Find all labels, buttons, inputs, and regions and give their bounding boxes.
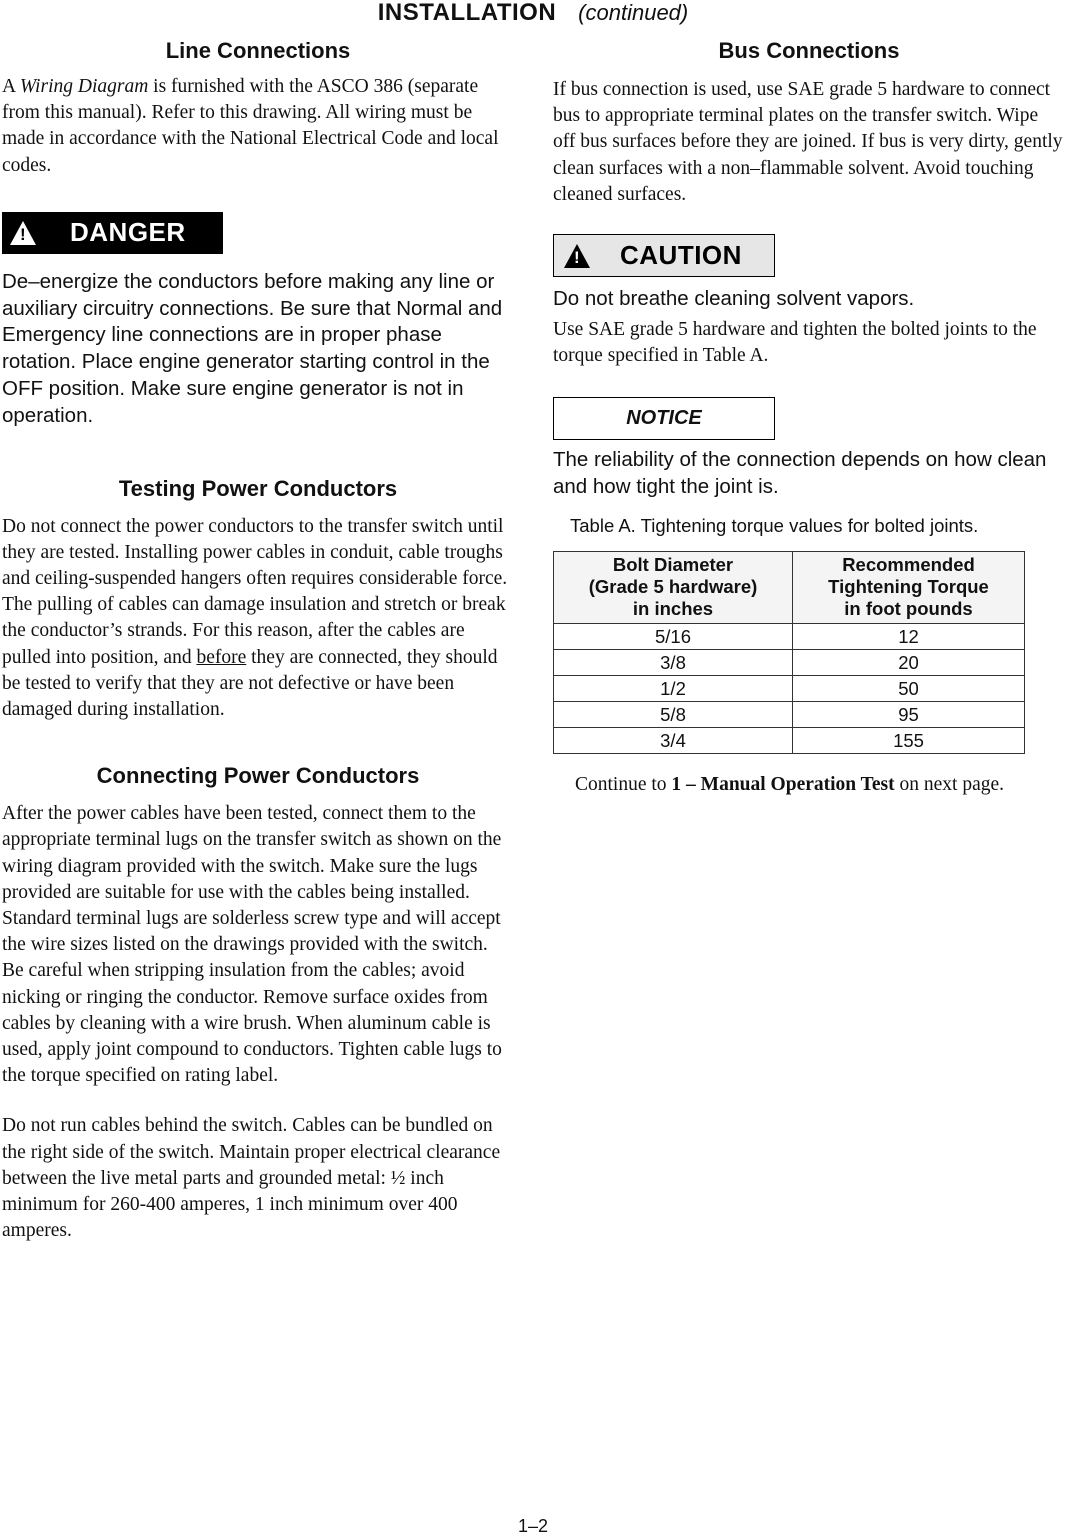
bolt-diameter-cell: 1/2 [554,675,793,701]
torque-cell: 95 [793,701,1025,727]
connecting-text-1: After the power cables have been tested, connect them to the appropriate terminal lugs on the transfer switch as shown on the wiring diagram provided with the switch. Make sure the lugs provided are suitable for use with the cables being installed. Standard terminal lugs are solderless screw type and will accept the wire sizes listed on the drawings provided with the switch. Be careful when stripping insulation from the cables; avoid nicking or ringing the conductor. Remove surface oxides from cables by cleaning with a wire brush. When aluminum cable is used, apply joint compound to conductors. Tighten cable lugs to the torque specified on rating label. [2,803,502,1087]
page-title-main: INSTALLATION [377,0,557,26]
table-row [554,623,1025,649]
notice-badge [553,397,775,440]
manual-operation-test-link: 1 – Manual Operation Test [671,773,895,795]
page-title [0,0,1066,26]
page-number: 1–2 [517,1516,549,1536]
left-column [2,36,514,1244]
bolt-diameter-cell: 5/8 [554,701,793,727]
testing-text-b: they are connected, they should be tested to verify that they are not defective or have been damaged during installation. [2,646,498,721]
table-row [554,701,1025,727]
table-row [554,675,1025,701]
bus-heading: Bus Connections [718,38,900,63]
bus-text: If bus connection is used, use SAE grade 5 hardware to connect bus to appropriate terminal plates on the transfer switch. Wipe off bus surfaces before they are joined. If bus is very dirty, gently clean surfaces with a non–flammable solvent. Avoid touching cleaned surfaces. [553,79,1063,205]
torque-table [553,551,1025,754]
line-connections-text-b: is furnished with the ASCO 386 (separate from this manual). Refer to this drawing. All wiring must be made in accordance with the National Electrical Code and local codes. [2,76,499,176]
bolt-diameter-cell: 5/16 [554,623,793,649]
table-row [554,649,1025,675]
table-caption: Table A. Tightening torque values for bolted joints. [570,514,979,536]
warning-triangle-icon: ! [10,221,36,245]
line-connections-text-a: A [2,76,20,97]
testing-text-a: Do not connect the power conductors to the transfer switch until they are tested. Installing power cables in conduit, cable troughs and ceiling-suspended hangers often requires considerable force. The pulling of cables can damage insulation and stretch or break the conductor’s strands. For this reason, after the cables are pulled into position, and [2,515,508,668]
testing-text [2,514,514,724]
caution-text: Do not breathe cleaning solvent vapors. [553,287,915,311]
connecting-heading: Connecting Power Conductors [96,763,420,789]
testing-heading: Testing Power Conductors [118,475,398,501]
torque-cell: 20 [793,649,1025,675]
column-header-torque: Recommended Tightening Torque in foot pounds [793,551,1025,623]
before-term: before [196,646,247,668]
continue-text: Continue to 1 – Manual Operation Test on next page. [575,773,1005,795]
notice-text: The reliability of the connection depends on how clean and how tight the joint is. [553,448,1047,499]
table-header-row [554,551,1025,623]
danger-badge [2,212,223,254]
right-column [553,36,1065,798]
torque-cell: 12 [793,623,1025,649]
notice-label: NOTICE [626,407,702,430]
bolt-diameter-cell: 3/8 [554,649,793,675]
warning-triangle-icon: ! [564,244,590,268]
line-connections-text [2,74,514,179]
caution-label: CAUTION [620,240,742,271]
column-header-bolt-diameter: Bolt Diameter (Grade 5 hardware) in inches [554,551,793,623]
caution-badge [553,234,775,277]
table-row [554,727,1025,753]
caution-text-2: Use SAE grade 5 hardware and tighten the bolted joints to the torque specified in Table A. [553,318,1037,367]
bolt-diameter-cell: 3/4 [554,727,793,753]
torque-cell: 50 [793,675,1025,701]
page-title-continued: (continued) [578,0,689,25]
line-connections-heading: Line Connections [165,38,351,63]
danger-text: De–energize the conductors before making any line or auxiliary circuitry connections. Be sure that Normal and Emergency line connections are in proper phase rotation. Place engine generator starting control in the OFF position. Make sure engine generator is not in operation. [2,269,503,427]
connecting-text-2: Do not run cables behind the switch. Cables can be bundled on the right side of the switch. Maintain proper electrical clearance between the live metal parts and grounded metal: ½ inch minimum for 260-400 amperes, 1 inch minimum over 400 amperes. [2,1115,501,1242]
wiring-diagram-term: Wiring Diagram [19,76,149,97]
torque-cell: 155 [793,727,1025,753]
danger-label: DANGER [70,217,186,248]
